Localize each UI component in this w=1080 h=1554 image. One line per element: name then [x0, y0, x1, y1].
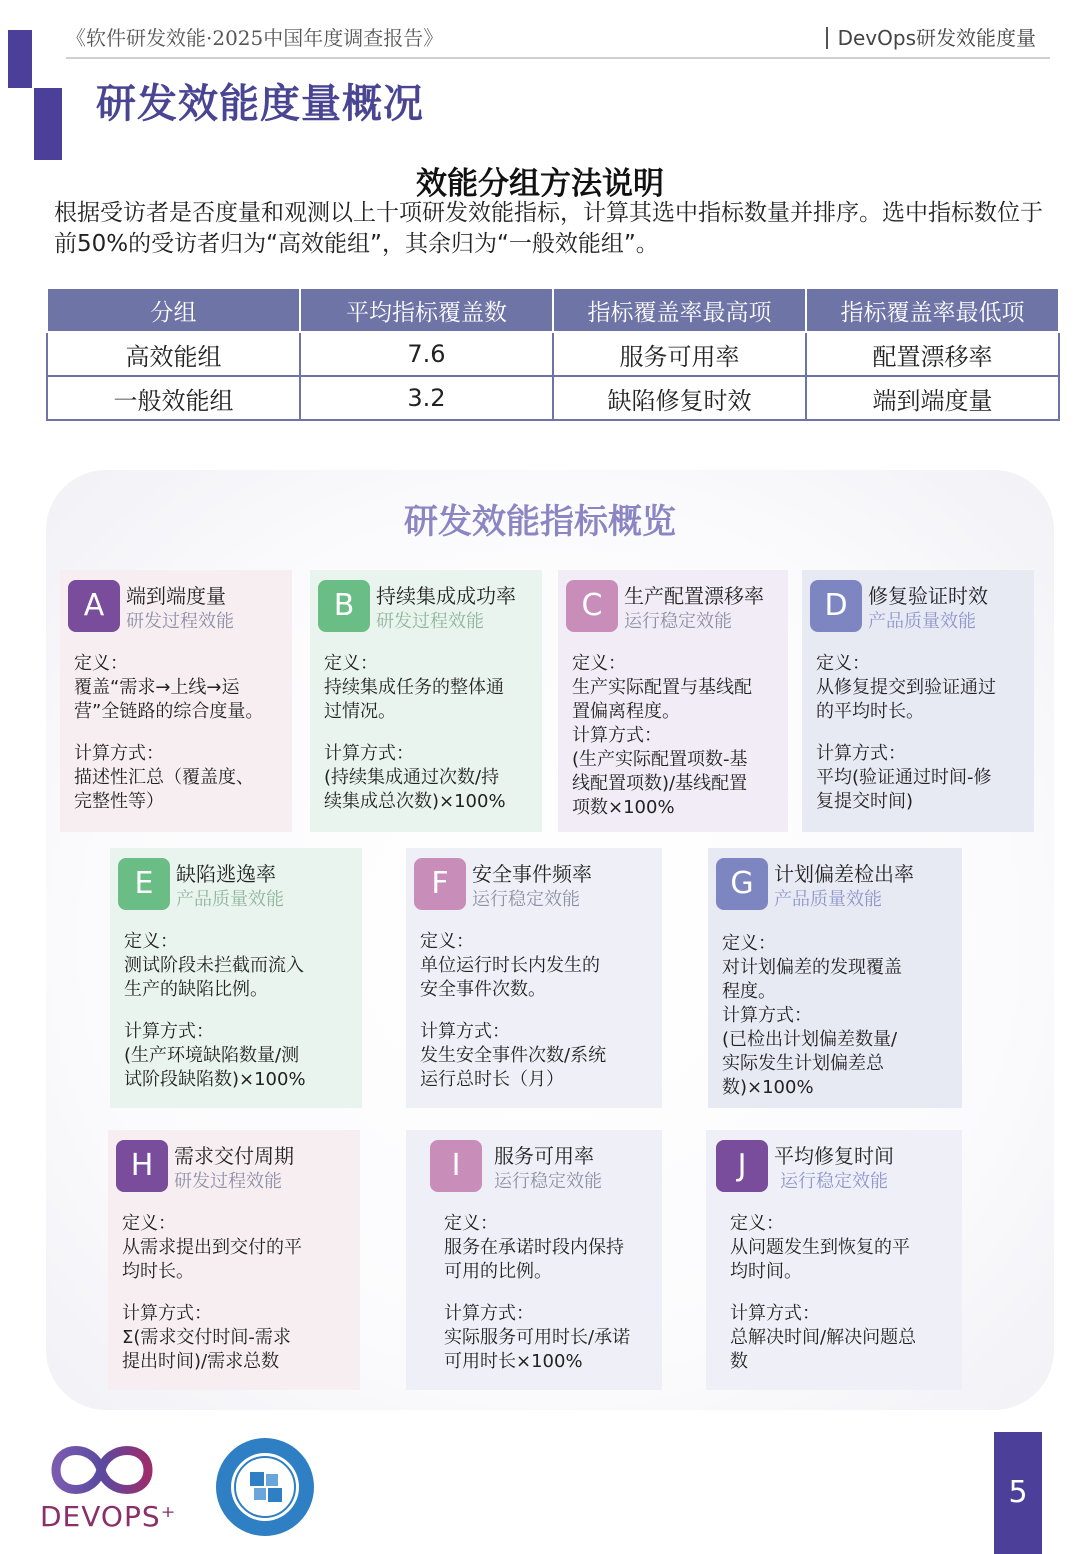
metric-formula: 总解决时间/解决问题总 数: [730, 1327, 917, 1372]
formula-label: 计算方式：: [722, 1005, 812, 1026]
header-decoration-bar: [8, 30, 32, 88]
metric-definition: 覆盖“需求→上线→运 营”全链路的综合度量。: [74, 677, 264, 722]
spacer: [122, 1284, 350, 1302]
definition-label: 定义：: [122, 1213, 176, 1234]
formula-label: 计算方式：: [730, 1303, 820, 1324]
definition-label: 定义：: [124, 931, 178, 952]
definition-label: 定义：: [572, 653, 626, 674]
metric-letter-badge: I: [430, 1140, 482, 1192]
metric-formula: (持续集成通过次数/持 续集成总次数)×100%: [324, 767, 506, 812]
metric-category: 产品质量效能: [868, 611, 976, 632]
table-cell: 端到端度量: [806, 376, 1059, 420]
metric-letter-badge: F: [414, 858, 466, 910]
definition-label: 定义：: [722, 933, 776, 954]
formula-label: 计算方式：: [816, 743, 906, 764]
metric-formula: (已检出计划偏差数量/ 实际发生计划偏差总 数)×100%: [722, 1029, 898, 1098]
metric-category: 产品质量效能: [774, 889, 882, 910]
metric-letter-badge: C: [566, 580, 618, 632]
metric-category: 运行稳定效能: [780, 1171, 888, 1192]
definition-label: 定义：: [420, 931, 474, 952]
metric-definition: 从需求提出到交付的平 均时长。: [122, 1237, 302, 1282]
metric-body: [122, 1212, 350, 1374]
metric-card: [708, 848, 962, 1108]
metric-category: 运行稳定效能: [624, 611, 732, 632]
metric-letter-badge: J: [716, 1140, 768, 1192]
table-row: [47, 376, 1059, 420]
metric-letter-badge: D: [810, 580, 862, 632]
report-title: 《软件研发效能·2025中国年度调查报告》: [66, 26, 444, 50]
page-title: 研发效能度量概况: [96, 81, 424, 127]
metric-body: [444, 1212, 652, 1374]
section-title: 效能分组方法说明: [416, 166, 664, 202]
table-cell: 服务可用率: [553, 332, 806, 376]
metric-name: 持续集成成功率: [376, 584, 516, 608]
metric-definition: 对计划偏差的发现覆盖 程度。: [722, 957, 902, 1002]
metric-name: 端到端度量: [126, 584, 226, 608]
spacer: [324, 724, 532, 742]
page-number: 5: [994, 1432, 1042, 1554]
spacer: [730, 1284, 952, 1302]
metric-name: 服务可用率: [494, 1144, 594, 1168]
metric-formula: 发生安全事件次数/系统 运行总时长（月）: [420, 1045, 607, 1090]
metric-definition: 从修复提交到验证通过 的平均时长。: [816, 677, 996, 722]
metric-definition: 持续集成任务的整体通 过情况。: [324, 677, 504, 722]
metric-body: [722, 932, 952, 1100]
table-header-cell: 平均指标覆盖数: [300, 288, 553, 332]
formula-label: 计算方式：: [122, 1303, 212, 1324]
metric-card: [310, 570, 542, 832]
section-description: 根据受访者是否度量和观测以上十项研发效能指标，计算其选中指标数量并排序。选中指标数位于前50%的受访者归为“高效能组”，其余归为“一般效能组”。: [54, 200, 1043, 257]
definition-label: 定义：: [324, 653, 378, 674]
section-name: DevOps研发效能度量: [826, 22, 1036, 51]
formula-label: 计算方式：: [324, 743, 414, 764]
metric-formula: 实际服务可用时长/承诺 可用时长×100%: [444, 1327, 631, 1372]
spacer: [444, 1284, 652, 1302]
metric-category: 研发过程效能: [174, 1171, 282, 1192]
metric-body: [74, 652, 282, 814]
metric-name: 生产配置漂移率: [624, 584, 764, 608]
formula-label: 计算方式：: [124, 1021, 214, 1042]
table-cell: 高效能组: [47, 332, 300, 376]
table-header-cell: 指标覆盖率最低项: [806, 288, 1059, 332]
metric-name: 安全事件频率: [472, 862, 592, 886]
table-cell: 一般效能组: [47, 376, 300, 420]
metric-definition: 生产实际配置与基线配 置偏离程度。: [572, 677, 752, 722]
spacer: [124, 1002, 352, 1020]
metric-category: 产品质量效能: [176, 889, 284, 910]
metric-letter-badge: E: [118, 858, 170, 910]
table-cell: 3.2: [300, 376, 553, 420]
definition-label: 定义：: [730, 1213, 784, 1234]
metric-card: [706, 1130, 962, 1390]
metric-card: [406, 1130, 662, 1390]
metric-name: 缺陷逃逸率: [176, 862, 276, 886]
metric-letter-badge: A: [68, 580, 120, 632]
definition-label: 定义：: [816, 653, 870, 674]
metric-formula: (生产环境缺陷数量/测 试阶段缺陷数)×100%: [124, 1045, 306, 1090]
header-decoration-bar: [34, 88, 62, 160]
metric-body: [420, 930, 652, 1092]
metric-body: [324, 652, 532, 814]
metric-definition: 服务在承诺时段内保持 可用的比例。: [444, 1237, 624, 1282]
formula-label: 计算方式：: [74, 743, 164, 764]
metric-name: 计划偏差检出率: [774, 862, 914, 886]
metric-body: [572, 652, 778, 820]
metric-category: 研发过程效能: [126, 611, 234, 632]
metric-body: [124, 930, 352, 1092]
metric-card: [558, 570, 788, 832]
table-cell: 配置漂移率: [806, 332, 1059, 376]
spacer: [420, 1002, 652, 1020]
metric-letter-badge: B: [318, 580, 370, 632]
devops-logo-text: DEVOPS⁺: [40, 1500, 177, 1533]
table-cell: 缺陷修复时效: [553, 376, 806, 420]
metric-body: [816, 652, 1024, 814]
sse-seal-logo: [214, 1436, 316, 1538]
metric-category: 研发过程效能: [376, 611, 484, 632]
metric-formula: 描述性汇总（覆盖度、 完整性等）: [74, 767, 254, 812]
metric-category: 运行稳定效能: [472, 889, 580, 910]
table-header-cell: 指标覆盖率最高项: [553, 288, 806, 332]
metric-card: [108, 1130, 360, 1390]
metric-letter-badge: H: [116, 1140, 168, 1192]
formula-label: 计算方式：: [444, 1303, 534, 1324]
metric-formula: (生产实际配置项数-基 线配置项数)/基线配置 项数×100%: [572, 749, 748, 818]
header-divider: [66, 57, 1050, 59]
definition-label: 定义：: [444, 1213, 498, 1234]
spacer: [816, 724, 1024, 742]
spacer: [74, 724, 282, 742]
metric-definition: 单位运行时长内发生的 安全事件次数。: [420, 955, 600, 1000]
metric-definition: 从问题发生到恢复的平 均时间。: [730, 1237, 910, 1282]
metric-letter-badge: G: [716, 858, 768, 910]
metric-definition: 测试阶段未拦截而流入 生产的缺陷比例。: [124, 955, 304, 1000]
overview-title: 研发效能指标概览: [404, 502, 676, 542]
table-header-row: [47, 288, 1059, 332]
metric-name: 需求交付周期: [174, 1144, 294, 1168]
definition-label: 定义：: [74, 653, 128, 674]
metric-card: [110, 848, 362, 1108]
formula-label: 计算方式：: [572, 725, 662, 746]
metric-card: [406, 848, 662, 1108]
formula-label: 计算方式：: [420, 1021, 510, 1042]
grouping-table: [46, 287, 1060, 421]
table-header-cell: 分组: [47, 288, 300, 332]
metric-category: 运行稳定效能: [494, 1171, 602, 1192]
metric-name: 平均修复时间: [774, 1144, 894, 1168]
metric-formula: Σ(需求交付时间-需求 提出时间)/需求总数: [122, 1327, 291, 1372]
table-row: [47, 332, 1059, 376]
metric-card: [802, 570, 1034, 832]
metric-formula: 平均(验证通过时间-修 复提交时间): [816, 767, 992, 812]
metric-body: [730, 1212, 952, 1374]
table-cell: 7.6: [300, 332, 553, 376]
metric-card: [60, 570, 292, 832]
metric-name: 修复验证时效: [868, 584, 988, 608]
